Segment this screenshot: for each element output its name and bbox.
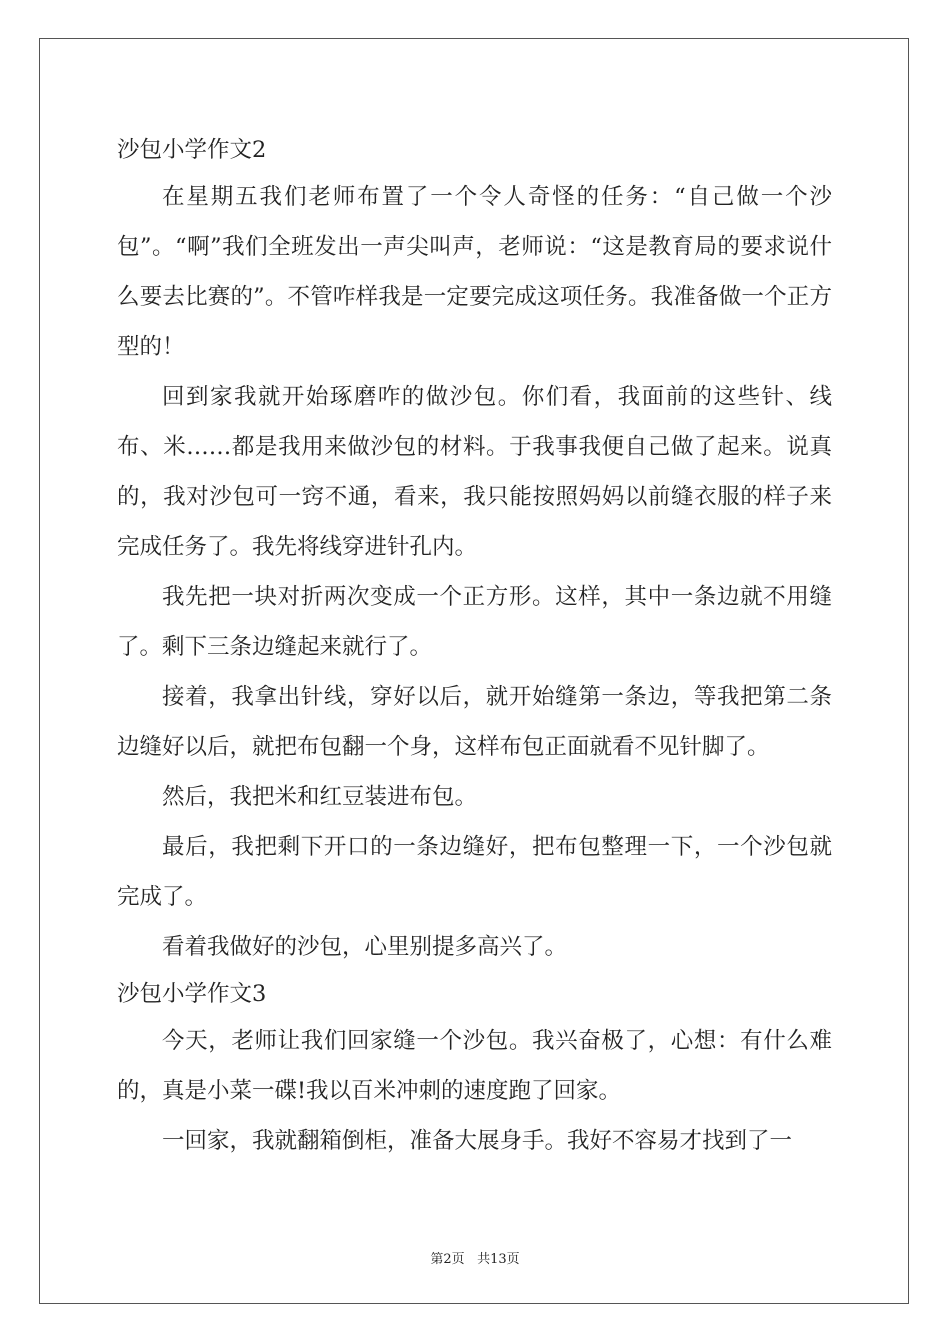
section-heading: 沙包小学作文3 <box>117 981 267 1007</box>
paragraph: 回到家我就开始琢磨咋的做沙包。你们看，我面前的这些针、线布、米……都是我用来做沙包的材料。于我事我便自己做了起来。说真的，我对沙包可一窍不通，看来，我只能按照妈妈以前缝衣服的样子来完成任务了。我先将线穿进针孔内。 <box>117 384 832 560</box>
paragraph: 今天，老师让我们回家缝一个沙包。我兴奋极了，心想：有什么难的，真是小菜一碟!我以百米冲刺的速度跑了回家。 <box>117 1028 832 1104</box>
paragraph: 接着，我拿出针线，穿好以后，就开始缝第一条边，等我把第二条边缝好以后，就把布包翻一个身，这样布包正面就看不见针脚了。 <box>117 684 832 760</box>
page-footer <box>0 1248 950 1267</box>
section-heading: 沙包小学作文2 <box>117 137 267 163</box>
paragraph: 一回家，我就翻箱倒柜，准备大展身手。我好不容易才找到了一 <box>162 1128 793 1154</box>
page-number: 第2页 <box>430 1252 465 1267</box>
document-body <box>117 128 832 1166</box>
paragraph: 最后，我把剩下开口的一条边缝好，把布包整理一下，一个沙包就完成了。 <box>117 834 832 910</box>
page-total: 共13页 <box>477 1252 520 1267</box>
paragraph: 我先把一块对折两次变成一个正方形。这样，其中一条边就不用缝了。剩下三条边缝起来就行了。 <box>117 584 832 660</box>
paragraph: 看着我做好的沙包，心里别提多高兴了。 <box>162 934 568 960</box>
paragraph: 在星期五我们老师布置了一个令人奇怪的任务：“自己做一个沙包”。“啊”我们全班发出一声尖叫声，老师说：“这是教育局的要求说什么要去比赛的”。不管咋样我是一定要完成这项任务。我准备做一个正方型的！ <box>117 184 832 360</box>
paragraph: 然后，我把米和红豆装进布包。 <box>162 784 478 810</box>
